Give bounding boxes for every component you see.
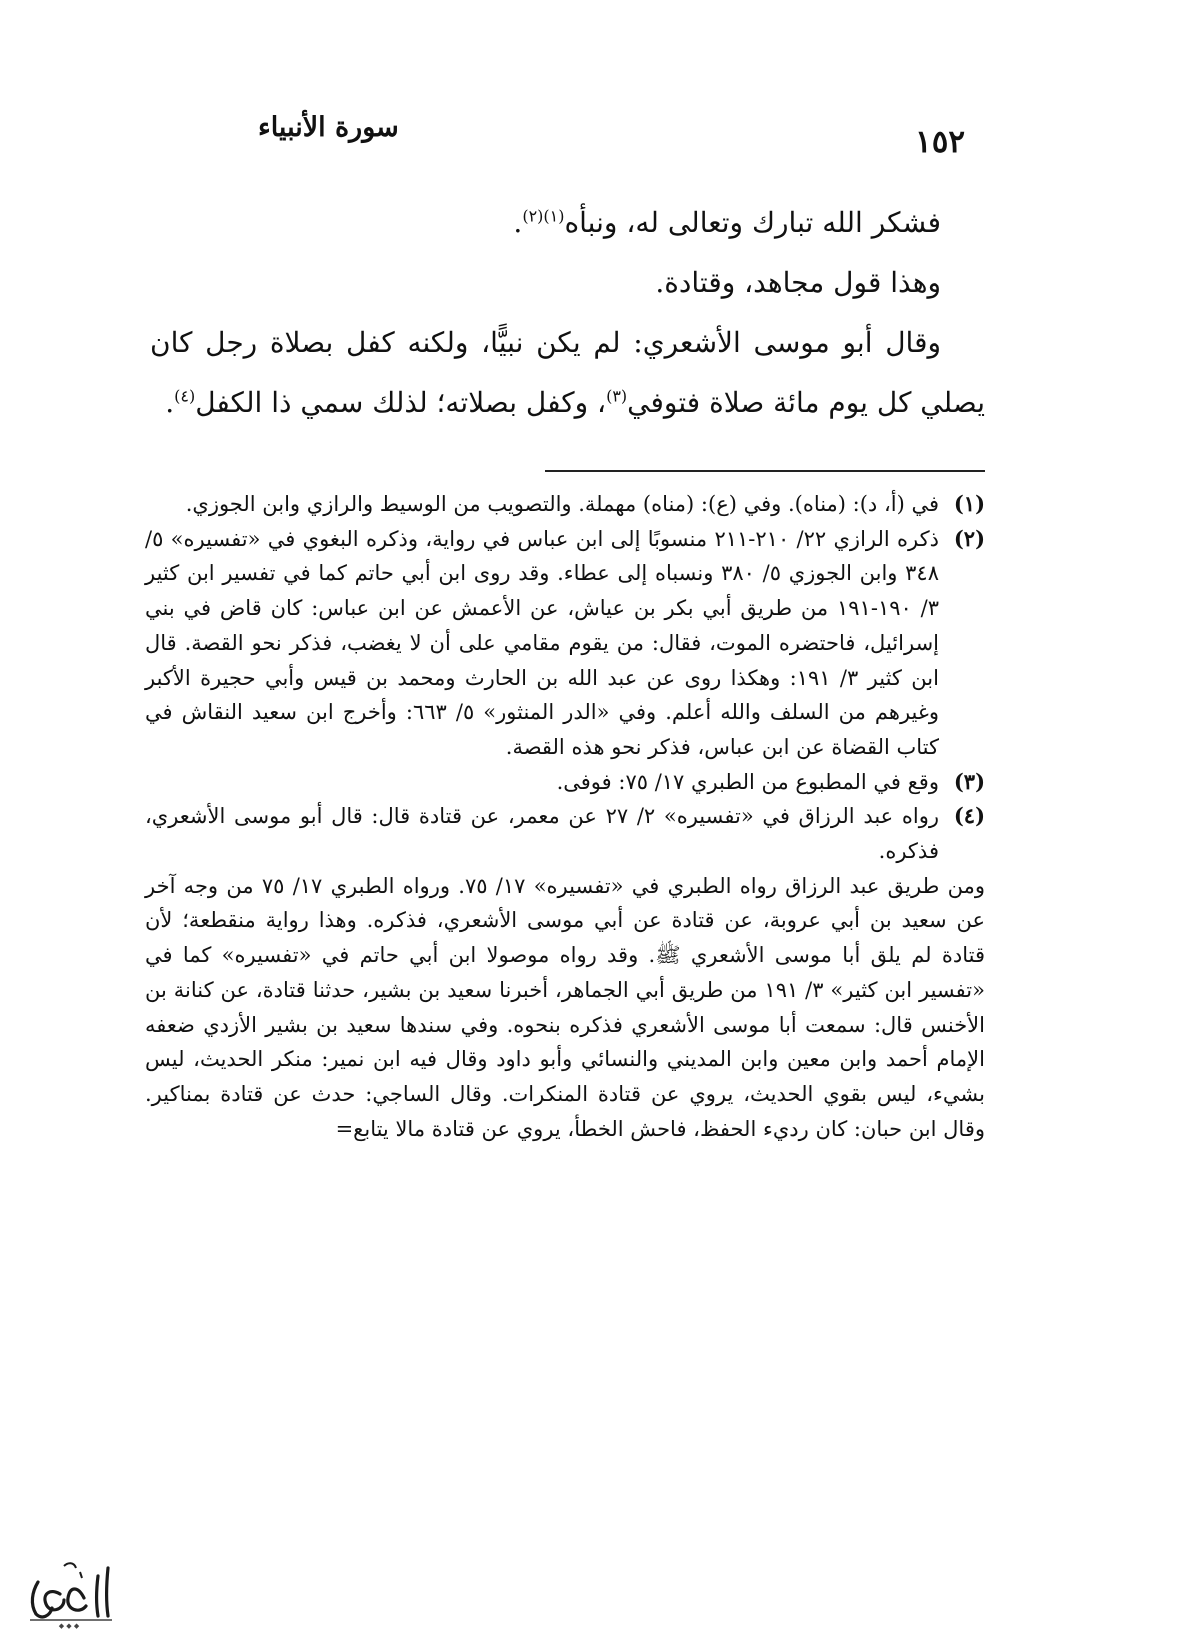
paragraph-1-text: فشكر الله تبارك وتعالى له، ونبأه (564, 206, 941, 239)
watermark-logo (20, 1558, 118, 1630)
footnote-number: (٤) (953, 803, 985, 829)
surah-title: سورة الأنبياء (258, 112, 399, 143)
paragraph-1 (150, 193, 985, 253)
footnote-number: (٢) (953, 525, 985, 551)
footnote-ref-3[interactable]: (٣) (606, 386, 628, 406)
svg-text:◆ ◆ ◆: ◆ ◆ ◆ (58, 1622, 80, 1630)
footnote-divider (545, 470, 985, 472)
footnote-3 (145, 765, 985, 800)
footnote-ref-4[interactable]: (٤) (174, 386, 196, 406)
footnote-text: ذكره الرازي ٢٢/ ٢١٠-٢١١ منسوبًا إلى ابن عباس في رواية، وذكره البغوي في «تفسيره» ٥/ ٣٤٨ وابن الجوزي ٥/ ٣٨٠ ونسباه إلى عطاء. وقد روى ابن أبي حاتم كما في تفسير ابن كثير ٣/ ١٩٠-١٩١ من طريق أبي بكر بن عياش، عن الأعمش عن ابن عباس: كان قاض في بني إسرائيل، فاحتضره الموت، فقال: من يقوم مقامي على أن لا يغضب، فذكر نحو القصة. قال ابن كثير ٣/ ١٩١: وهكذا روى عن عبد الله بن الحارث ومحمد بن قيس وأبي حجيرة الأكبر وغيرهم من السلف والله أعلم. وفي «الدر المنثور» ٥/ ٦٦٣: وأخرج ابن سعيد النقاش في كتاب القضاة عن ابن عباس، فذكر نحو هذه القصة. (145, 526, 939, 759)
footnote-text: رواه عبد الرزاق في «تفسيره» ٢/ ٢٧ عن معمر، عن قتادة قال: قال أبو موسى الأشعري، فذكره. (145, 804, 939, 864)
footnote-ref-1-2[interactable]: (١)(٢) (522, 206, 565, 226)
watermark-text (20, 1558, 118, 1630)
page-number: ١٥٢ (915, 124, 965, 160)
footnote-4 (145, 799, 985, 868)
main-text (150, 193, 985, 433)
footnote-number: (٣) (953, 768, 985, 794)
footnote-4-continuation: ومن طريق عبد الرزاق رواه الطبري في «تفسيره» ١٧/ ٧٥. ورواه الطبري ١٧/ ٧٥ من وجه آخر عن سعيد بن أبي عروبة، عن قتادة عن أبي موسى الأشعري، فذكره. وهذا رواية منقطعة؛ لأن قتادة لم يلق أبا موسى الأشعري ﷺ. وقد رواه موصولا ابن أبي حاتم في «تفسيره» كما في «تفسير ابن كثير» ٣/ ١٩١ من طريق أبي الجماهر، أخبرنا سعيد بن بشير، حدثنا قتادة، عن كنانة بن الأخنس قال: سمعت أبا موسى الأشعري فذكره بنحوه. وفي سندها سعيد بن بشير الأزدي ضعفه الإمام أحمد وابن معين وابن المديني والنسائي وأبو داود وقال فيه ابن نمير: منكر الحديث، ليس بشيء، ليس بقوي الحديث، يروي عن قتادة المنكرات. وقال الساجي: حدث عن قتادة بمناكير. وقال ابن حبان: كان رديء الحفظ، فاحش الخطأ، يروي عن قتادة مالا يتابع= (145, 873, 985, 1141)
footnote-number: (١) (953, 491, 985, 516)
paragraph-1-end: . (513, 206, 523, 239)
footnote-text: في (أ، د): (مناه). وفي (ع): (مناه) مهملة. والتصويب من الوسيط والرازي وابن الجوزي. (185, 492, 939, 516)
footnote-2 (145, 522, 985, 765)
paragraph-3-end: . (165, 386, 175, 419)
footnotes (145, 487, 985, 1146)
footnote-text: وقع في المطبوع من الطبري ١٧/ ٧٥: فوفى. (556, 769, 939, 794)
paragraph-2: وهذا قول مجاهد، وقتادة. (655, 266, 941, 299)
paragraph-3-text-b: ، وكفل بصلاته؛ لذلك سمي ذا الكفل (195, 386, 607, 419)
paragraph-3 (150, 313, 985, 433)
footnote-1 (145, 487, 985, 522)
paragraph-3-text-a: وقال أبو موسى الأشعري: لم يكن نبيًّا، ولكنه كفل بصلاة رجل كان يصلي كل يوم مائة صلاة فتوفي (150, 326, 985, 419)
